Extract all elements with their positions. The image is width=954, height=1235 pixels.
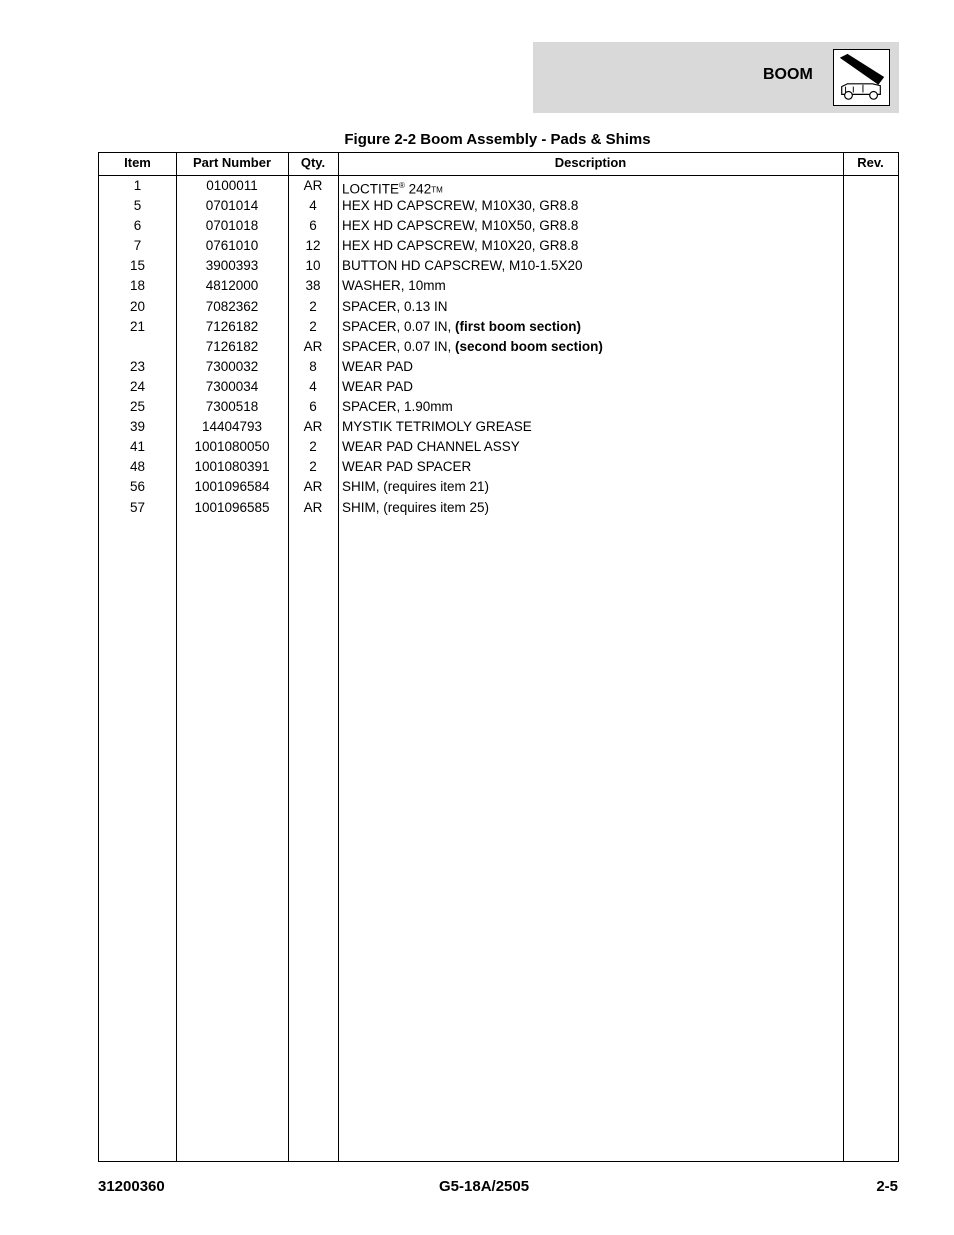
part-number: 4812000 <box>205 278 259 294</box>
column-header-rev: Rev. <box>857 155 884 170</box>
quantity: 4 <box>309 378 317 394</box>
description-text: LOCTITE <box>342 181 400 197</box>
part-number: 0761010 <box>205 238 259 254</box>
description-text: MYSTIK TETRIMOLY GREASE <box>342 419 532 435</box>
quantity: AR <box>303 479 323 495</box>
description <box>342 477 489 497</box>
description <box>342 357 413 377</box>
quantity: 2 <box>309 318 317 334</box>
description <box>342 236 578 256</box>
part-number: 0701014 <box>205 198 259 214</box>
quantity: 38 <box>305 278 321 294</box>
table-row <box>99 337 898 357</box>
description <box>342 276 446 296</box>
quantity: AR <box>303 419 323 435</box>
item-number: 1 <box>133 178 142 193</box>
description-text: HEX HD CAPSCREW, M10X50, GR8.8 <box>342 218 579 234</box>
table-row <box>99 397 898 417</box>
description-text: SHIM, (requires item 21) <box>342 479 490 495</box>
description-text: BUTTON HD CAPSCREW, M10-1.5X20 <box>342 258 583 274</box>
quantity: 6 <box>309 399 317 415</box>
item-number: 23 <box>129 358 146 374</box>
quantity: 10 <box>305 258 321 274</box>
section-title: BOOM <box>763 66 813 83</box>
boom-lift-icon <box>833 49 890 106</box>
description <box>342 437 520 457</box>
parts-table <box>98 152 899 1162</box>
description-tail: 242 <box>404 181 432 197</box>
description <box>342 216 578 236</box>
part-number: 7300034 <box>205 378 259 394</box>
footer-model: G5-18A/2505 <box>439 1178 530 1195</box>
part-number: 7126182 <box>205 338 259 354</box>
description-text: SPACER, 0.07 IN, <box>342 338 456 354</box>
table-row <box>99 377 898 397</box>
part-number: 3900393 <box>205 258 259 274</box>
table-row <box>99 317 898 337</box>
part-number: 7126182 <box>205 318 259 334</box>
description <box>342 457 471 477</box>
description-text: WASHER, 10mm <box>342 278 446 294</box>
quantity: 2 <box>309 459 317 475</box>
part-number: 14404793 <box>201 419 263 435</box>
item-number: 20 <box>129 298 146 314</box>
parts-table-body <box>99 176 898 518</box>
description-text: HEX HD CAPSCREW, M10X30, GR8.8 <box>342 198 579 214</box>
column-header-qty: Qty. <box>300 155 326 170</box>
description-text: HEX HD CAPSCREW, M10X20, GR8.8 <box>342 238 579 254</box>
trademark-mark: TM <box>431 185 443 195</box>
table-row <box>99 236 898 256</box>
table-row <box>99 176 898 196</box>
description <box>342 377 413 397</box>
table-row <box>99 477 898 497</box>
description-text: WEAR PAD SPACER <box>342 459 472 475</box>
item-number: 15 <box>129 258 146 274</box>
footer-page-number: 2-5 <box>876 1178 898 1195</box>
table-row <box>99 498 898 518</box>
description <box>342 196 578 216</box>
table-row <box>99 437 898 457</box>
description-text: SPACER, 0.13 IN <box>342 298 448 314</box>
table-row <box>99 196 898 216</box>
table-row <box>99 276 898 296</box>
item-number: 48 <box>129 459 146 475</box>
part-number: 7300518 <box>205 399 259 415</box>
description <box>342 297 448 317</box>
quantity: 6 <box>309 218 317 234</box>
quantity: AR <box>303 178 323 193</box>
quantity: 12 <box>305 238 321 254</box>
part-number: 7082362 <box>205 298 259 314</box>
registered-mark: ® <box>399 181 405 190</box>
description-text: WEAR PAD <box>342 358 414 374</box>
column-header-part-number: Part Number <box>192 155 272 170</box>
item-number: 56 <box>129 479 146 495</box>
description-text: WEAR PAD CHANNEL ASSY <box>342 439 520 455</box>
part-number: 1001080050 <box>194 439 270 455</box>
quantity: AR <box>303 499 323 515</box>
table-row <box>99 457 898 477</box>
part-number: 0100011 <box>206 178 258 193</box>
item-number: 25 <box>129 399 146 415</box>
item-number: 5 <box>133 198 142 214</box>
part-number: 1001096585 <box>194 499 270 515</box>
table-row <box>99 357 898 377</box>
part-number: 0701018 <box>205 218 259 234</box>
table-row <box>99 417 898 437</box>
item-number: 6 <box>133 218 142 234</box>
description-emphasis: (second boom section) <box>455 338 603 354</box>
description <box>342 337 603 357</box>
quantity: 2 <box>309 439 317 455</box>
description <box>342 256 583 276</box>
description <box>342 397 453 417</box>
column-header-description: Description <box>554 155 627 170</box>
quantity: 8 <box>309 358 317 374</box>
quantity: AR <box>303 338 323 354</box>
table-row <box>99 297 898 317</box>
figure-title: Figure 2-2 Boom Assembly - Pads & Shims <box>344 131 651 148</box>
description <box>342 317 581 337</box>
item-number: 21 <box>129 318 146 334</box>
part-number: 7300032 <box>205 358 259 374</box>
table-row <box>99 216 898 236</box>
item-number: 41 <box>129 439 146 455</box>
quantity: 2 <box>309 298 317 314</box>
description <box>342 498 489 518</box>
table-row <box>99 256 898 276</box>
item-number: 24 <box>129 378 146 394</box>
item-number: 39 <box>129 419 146 435</box>
description <box>342 417 532 437</box>
description-text: SPACER, 1.90mm <box>342 399 453 415</box>
part-number: 1001080391 <box>194 459 270 475</box>
item-number: 57 <box>129 499 146 515</box>
item-number: 18 <box>129 278 146 294</box>
part-number: 1001096584 <box>194 479 270 495</box>
description-text: WEAR PAD <box>342 378 414 394</box>
column-header-item: Item <box>124 155 151 170</box>
quantity: 4 <box>309 198 317 214</box>
description-emphasis: (first boom section) <box>455 318 582 334</box>
description-text: SHIM, (requires item 25) <box>342 499 490 515</box>
description-text: SPACER, 0.07 IN, <box>342 318 456 334</box>
item-number: 7 <box>133 238 142 254</box>
footer-document-number: 31200360 <box>98 1178 165 1195</box>
